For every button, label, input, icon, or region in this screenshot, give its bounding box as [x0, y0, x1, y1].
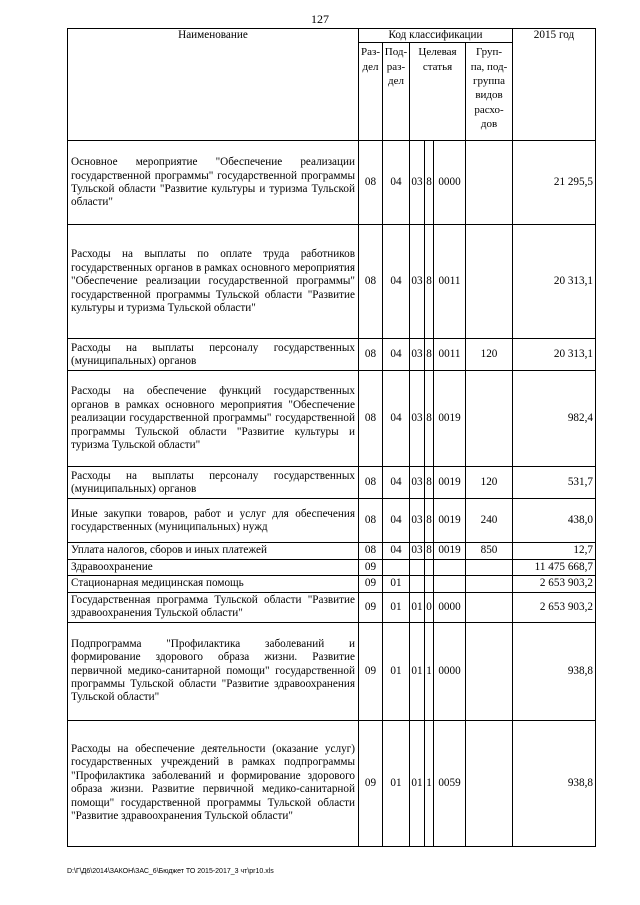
row-expense-group	[466, 371, 513, 467]
table-row	[68, 576, 596, 592]
row-target-program: 01	[410, 592, 425, 622]
row-amount: 2 653 903,2	[513, 576, 596, 592]
row-amount: 438,0	[513, 499, 596, 543]
row-target-program: 01	[410, 622, 425, 720]
row-target-program: 03	[410, 225, 425, 339]
table-row	[68, 225, 596, 339]
row-name: Расходы на выплаты по оплате труда работников государственных органов в рамках основного мероприятия "Обеспечение реализации государственной программы" государственной программы Тульской области "Развитие культуры и туризма Тульской области"	[68, 225, 359, 339]
row-podrazdel: 01	[383, 720, 410, 846]
row-podrazdel: 01	[383, 576, 410, 592]
header-expense-group: Груп- па, под- группа видов расхо- дов	[466, 43, 513, 141]
row-expense-group: 850	[466, 543, 513, 559]
row-podrazdel: 04	[383, 371, 410, 467]
row-target-code: 0019	[434, 467, 466, 499]
row-razdel: 09	[359, 592, 383, 622]
row-podrazdel	[383, 559, 410, 575]
row-target-program: 03	[410, 467, 425, 499]
row-target-subprogram: 1	[425, 622, 434, 720]
table-row	[68, 543, 596, 559]
row-expense-group	[466, 622, 513, 720]
table-row	[68, 559, 596, 575]
row-expense-group: 120	[466, 339, 513, 371]
row-amount: 2 653 903,2	[513, 592, 596, 622]
row-target-code: 0059	[434, 720, 466, 846]
row-target-program	[410, 576, 425, 592]
row-amount: 531,7	[513, 467, 596, 499]
header-name: Наименование	[68, 29, 359, 141]
table-row	[68, 622, 596, 720]
row-target-code: 0011	[434, 339, 466, 371]
row-target-program: 03	[410, 543, 425, 559]
row-podrazdel: 04	[383, 225, 410, 339]
header-year: 2015 год	[513, 29, 596, 141]
row-expense-group	[466, 141, 513, 225]
header-podrazdel: Под- раз- дел	[383, 43, 410, 141]
row-expense-group	[466, 225, 513, 339]
header-target-article: Целевая статья	[410, 43, 466, 141]
row-amount: 20 313,1	[513, 339, 596, 371]
row-amount: 938,8	[513, 622, 596, 720]
row-razdel: 08	[359, 225, 383, 339]
page-number: 127	[311, 12, 329, 26]
row-target-code	[434, 559, 466, 575]
row-amount: 12,7	[513, 543, 596, 559]
row-target-subprogram: 1	[425, 720, 434, 846]
row-target-program: 03	[410, 339, 425, 371]
row-expense-group: 120	[466, 467, 513, 499]
row-target-subprogram	[425, 576, 434, 592]
row-target-code: 0019	[434, 371, 466, 467]
row-razdel: 09	[359, 720, 383, 846]
row-target-code: 0011	[434, 225, 466, 339]
row-expense-group	[466, 592, 513, 622]
row-name: Уплата налогов, сборов и иных платежей	[68, 543, 359, 559]
row-amount: 11 475 668,7	[513, 559, 596, 575]
row-podrazdel: 04	[383, 543, 410, 559]
row-amount: 20 313,1	[513, 225, 596, 339]
row-razdel: 08	[359, 339, 383, 371]
row-target-subprogram: 8	[425, 499, 434, 543]
row-target-code: 0000	[434, 141, 466, 225]
row-razdel: 08	[359, 499, 383, 543]
row-target-subprogram: 8	[425, 339, 434, 371]
row-target-subprogram	[425, 559, 434, 575]
row-razdel: 09	[359, 576, 383, 592]
row-name: Расходы на обеспечение функций государственных органов в рамках основного мероприятия "Обеспечение реализации государственной программы" государственной программы Тульской области "Развитие культуры и туризма Тульской области"	[68, 371, 359, 467]
table-row	[68, 339, 596, 371]
row-target-program: 03	[410, 499, 425, 543]
row-expense-group	[466, 720, 513, 846]
row-name: Расходы на выплаты персоналу государственных (муниципальных) органов	[68, 467, 359, 499]
row-target-program	[410, 559, 425, 575]
row-target-program: 03	[410, 141, 425, 225]
row-target-subprogram: 8	[425, 141, 434, 225]
row-podrazdel: 04	[383, 499, 410, 543]
row-razdel: 08	[359, 141, 383, 225]
row-target-program: 03	[410, 371, 425, 467]
row-razdel: 09	[359, 622, 383, 720]
row-amount: 21 295,5	[513, 141, 596, 225]
row-target-subprogram: 8	[425, 225, 434, 339]
row-podrazdel: 04	[383, 141, 410, 225]
table-row	[68, 592, 596, 622]
row-target-program: 01	[410, 720, 425, 846]
row-target-code: 0019	[434, 499, 466, 543]
row-podrazdel: 04	[383, 467, 410, 499]
header-classification-code: Код классификации	[359, 29, 513, 43]
table-row	[68, 371, 596, 467]
row-expense-group: 240	[466, 499, 513, 543]
row-name: Иные закупки товаров, работ и услуг для обеспечения государственных (муниципальных) нужд	[68, 499, 359, 543]
row-name: Государственная программа Тульской области "Развитие здравоохранения Тульской области"	[68, 592, 359, 622]
row-target-subprogram: 8	[425, 543, 434, 559]
row-razdel: 09	[359, 559, 383, 575]
row-target-code: 0000	[434, 592, 466, 622]
table-row	[68, 720, 596, 846]
row-razdel: 08	[359, 543, 383, 559]
row-razdel: 08	[359, 371, 383, 467]
table-row	[68, 141, 596, 225]
row-amount: 982,4	[513, 371, 596, 467]
row-amount: 938,8	[513, 720, 596, 846]
table-row	[68, 467, 596, 499]
row-target-code: 0000	[434, 622, 466, 720]
row-expense-group	[466, 576, 513, 592]
row-target-subprogram: 0	[425, 592, 434, 622]
row-target-code: 0019	[434, 543, 466, 559]
row-expense-group	[466, 559, 513, 575]
file-path-footer: D:\Г\Д6\2014\ЗАКОН\ЗАС_6\Бюджет ТО 2015-2017_3 чт\pr10.xls	[67, 868, 274, 875]
row-name: Здравоохранение	[68, 559, 359, 575]
row-target-subprogram: 8	[425, 467, 434, 499]
row-name: Основное мероприятие "Обеспечение реализации государственной программы" государственной программы Тульской области "Развитие культуры и туризма Тульской области"	[68, 141, 359, 225]
row-name: Расходы на обеспечение деятельности (оказание услуг) государственных учреждений в рамках подпрограммы "Профилактика заболеваний и формирование здорового образа жизни. Развитие первичной медико-санитарной помощи" государственной программы Тульской области "Развитие здравоохранения Тульской области"	[68, 720, 359, 846]
row-razdel: 08	[359, 467, 383, 499]
row-name: Расходы на выплаты персоналу государственных (муниципальных) органов	[68, 339, 359, 371]
row-target-subprogram: 8	[425, 371, 434, 467]
row-name: Подпрограмма "Профилактика заболеваний и формирование здорового образа жизни. Развитие первичной медико-санитарной помощи" государственной программы Тульской области "Развитие здравоохранения Тульской области"	[68, 622, 359, 720]
row-podrazdel: 01	[383, 622, 410, 720]
budget-table	[67, 28, 596, 847]
row-name: Стационарная медицинская помощь	[68, 576, 359, 592]
row-podrazdel: 04	[383, 339, 410, 371]
row-podrazdel: 01	[383, 592, 410, 622]
table-row	[68, 499, 596, 543]
row-target-code	[434, 576, 466, 592]
header-razdel: Раз- дел	[359, 43, 383, 141]
